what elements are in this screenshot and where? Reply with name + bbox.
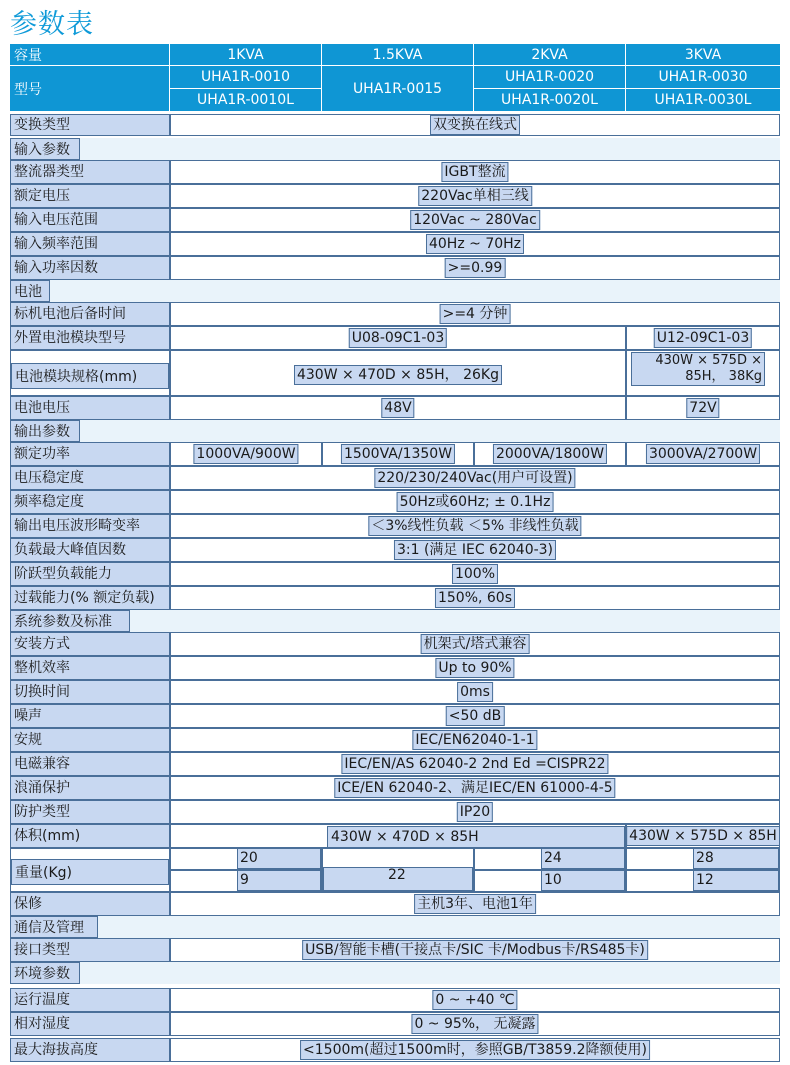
value-op-temp: 0 ~ +40 ℃ <box>432 990 517 1010</box>
header-model-label: 型号 <box>10 66 170 112</box>
model-uha1r-0020: UHA1R-0020 <box>474 66 626 89</box>
value-overload-cell <box>170 586 780 610</box>
value-altitude-cell <box>170 1038 780 1062</box>
value-battery-voltage-a: 48V <box>381 398 414 418</box>
label-rectifier: 整流器类型 <box>10 160 170 184</box>
value-transfer-time-cell <box>170 680 780 704</box>
value-surge-cell <box>170 776 780 800</box>
label-ip: 防护类型 <box>10 800 170 824</box>
value-install-cell <box>170 632 780 656</box>
model-uha1r-0030: UHA1R-0030 <box>626 66 780 89</box>
value-volume-b: 430W × 575D × 85H <box>626 826 780 846</box>
value-crest-factor-cell <box>170 538 780 562</box>
value-rated-power-1k-cell <box>170 442 322 466</box>
header-capacity-2kva: 2KVA <box>474 44 626 66</box>
label-weight: 重量(Kg) <box>11 859 169 885</box>
label-emc: 电磁兼容 <box>10 752 170 776</box>
label-install: 安装方式 <box>10 632 170 656</box>
value-weight-3kl: 12 <box>693 870 779 891</box>
value-efficiency: Up to 90% <box>435 658 514 678</box>
value-weight-3kl-cell <box>626 870 780 892</box>
value-weight-1-5k-cell <box>322 848 474 892</box>
value-weight-2k: 24 <box>541 848 625 869</box>
label-surge: 浪涌保护 <box>10 776 170 800</box>
value-weight-1kl-cell <box>170 870 322 892</box>
value-freq-range: 40Hz ~ 70Hz <box>426 234 524 254</box>
label-thd: 输出电压波形畸变率 <box>10 514 170 538</box>
label-crest-factor: 负载最大峰值因数 <box>10 538 170 562</box>
label-voltage-regulation: 电压稳定度 <box>10 466 170 490</box>
value-weight-2kl: 10 <box>541 870 625 891</box>
model-uha1r-0030l: UHA1R-0030L <box>626 89 780 112</box>
label-overload: 过载能力(% 额定负载) <box>10 586 170 610</box>
value-battery-voltage-b-cell <box>626 396 780 420</box>
value-ip: IP20 <box>457 802 493 822</box>
value-weight-3k: 28 <box>693 848 779 869</box>
value-module-spec-b-cell <box>626 350 780 396</box>
header-capacity-1-5kva: 1.5KVA <box>322 44 474 66</box>
value-battery-voltage-b: 72V <box>686 398 719 418</box>
label-module-model: 外置电池模块型号 <box>10 326 170 350</box>
value-voltage-range: 120Vac ~ 280Vac <box>410 210 540 230</box>
value-weight-1-5k: 22 <box>323 867 473 891</box>
label-volume: 体积(mm) <box>10 824 170 848</box>
value-volume-b-cell <box>626 824 780 848</box>
label-altitude: 最大海拔高度 <box>10 1038 170 1062</box>
label-battery-voltage: 电池电压 <box>10 396 170 420</box>
value-backup-time-cell <box>170 302 780 326</box>
value-step-load: 100% <box>452 564 498 584</box>
value-rated-power-1-5k: 1500VA/1350W <box>341 444 455 464</box>
value-module-model-b-cell <box>626 326 780 350</box>
label-warranty: 保修 <box>10 892 170 916</box>
value-warranty: 主机3年、电池1年 <box>414 894 536 914</box>
value-efficiency-cell <box>170 656 780 680</box>
value-install: 机架式/塔式兼容 <box>421 634 530 654</box>
value-weight-1k: 20 <box>237 848 321 869</box>
value-rated-power-1-5k-cell <box>322 442 474 466</box>
section-output: 输出参数 <box>10 420 80 442</box>
label-conversion: 变换类型 <box>10 114 170 136</box>
value-weight-2k-cell <box>474 848 626 870</box>
label-noise: 噪声 <box>10 704 170 728</box>
page-title: 参数表 <box>10 9 94 40</box>
value-rated-power-2k: 2000VA/1800W <box>493 444 607 464</box>
value-freq-regulation: 50Hz或60Hz; ± 0.1Hz <box>397 492 554 512</box>
value-step-load-cell <box>170 562 780 586</box>
value-module-model-b: U12-09C1-03 <box>654 328 752 348</box>
label-safety: 安规 <box>10 728 170 752</box>
value-volume-a: 430W × 470D × 85H <box>327 826 625 848</box>
value-freq-regulation-cell <box>170 490 780 514</box>
value-rated-power-2k-cell <box>474 442 626 466</box>
value-power-factor-cell <box>170 256 780 280</box>
label-op-temp: 运行温度 <box>10 988 170 1012</box>
value-safety: IEC/EN62040-1-1 <box>412 730 537 750</box>
value-transfer-time: 0ms <box>457 682 493 702</box>
label-power-factor: 输入功率因数 <box>10 256 170 280</box>
label-rated-power: 额定功率 <box>10 442 170 466</box>
label-freq-regulation: 频率稳定度 <box>10 490 170 514</box>
value-noise-cell <box>170 704 780 728</box>
label-module-spec-cell <box>10 350 170 396</box>
label-module-spec: 电池模块规格(mm) <box>11 363 169 389</box>
value-voltage-regulation: 220/230/240Vac(用户可设置) <box>374 468 575 488</box>
label-voltage-range: 输入电压范围 <box>10 208 170 232</box>
value-weight-1kl: 9 <box>237 870 321 891</box>
value-voltage-range-cell <box>170 208 780 232</box>
value-rated-voltage-cell <box>170 184 780 208</box>
label-interface: 接口类型 <box>10 938 170 962</box>
section-battery: 电池 <box>10 280 50 302</box>
value-warranty-cell <box>170 892 780 916</box>
spec-table <box>10 44 780 1062</box>
model-uha1r-0010l: UHA1R-0010L <box>170 89 322 112</box>
value-humidity: 0 ~ 95%， 无凝露 <box>411 1014 538 1034</box>
label-freq-range: 输入频率范围 <box>10 232 170 256</box>
value-altitude: <1500m(超过1500m时，参照GB/T3859.2降额使用) <box>300 1040 650 1060</box>
value-crest-factor: 3:1 (满足 IEC 62040-3) <box>394 540 556 560</box>
value-thd: ＜3%线性负载 ＜5% 非线性负载 <box>368 516 581 536</box>
section-band-input <box>10 138 780 160</box>
value-rated-power-3k: 3000VA/2700W <box>646 444 760 464</box>
label-humidity: 相对湿度 <box>10 1012 170 1036</box>
section-band-output <box>10 420 780 442</box>
value-module-spec-a-cell <box>170 350 626 396</box>
label-efficiency: 整机效率 <box>10 656 170 680</box>
value-module-model-a: U08-09C1-03 <box>349 328 447 348</box>
value-rated-voltage: 220Vac单相三线 <box>418 186 532 206</box>
value-emc: IEC/EN/AS 62040-2 2nd Ed =CISPR22 <box>341 754 608 774</box>
model-uha1r-0020l: UHA1R-0020L <box>474 89 626 112</box>
section-comms: 通信及管理 <box>10 916 98 938</box>
value-emc-cell <box>170 752 780 776</box>
header-capacity-1kva: 1KVA <box>170 44 322 66</box>
section-environment: 环境参数 <box>10 962 80 984</box>
value-thd-cell <box>170 514 780 538</box>
value-weight-1k-cell <box>170 848 322 870</box>
section-system: 系统参数及标准 <box>10 610 130 632</box>
value-module-spec-a: 430W × 470D × 85H， 26Kg <box>294 365 502 385</box>
value-humidity-cell <box>170 1012 780 1036</box>
model-uha1r-0010: UHA1R-0010 <box>170 66 322 89</box>
header-capacity-label: 容量 <box>10 44 170 66</box>
value-battery-voltage-a-cell <box>170 396 626 420</box>
value-volume-a-cell <box>170 824 626 848</box>
label-step-load: 阶跃型负载能力 <box>10 562 170 586</box>
section-band-environment <box>10 962 780 984</box>
label-weight-cell <box>10 848 170 892</box>
model-uha1r-0015: UHA1R-0015 <box>322 66 474 112</box>
value-rated-power-1k: 1000VA/900W <box>193 444 298 464</box>
value-module-model-a-cell <box>170 326 626 350</box>
label-backup-time: 标机电池后备时间 <box>10 302 170 326</box>
value-rated-power-3k-cell <box>626 442 780 466</box>
section-band-comms <box>10 916 780 938</box>
value-module-spec-b: 430W × 575D × 85H， 38Kg <box>631 352 765 386</box>
value-interface: USB/智能卡槽(干接点卡/SIC 卡/Modbus卡/RS485卡) <box>302 940 648 960</box>
value-op-temp-cell <box>170 988 780 1012</box>
value-rectifier: IGBT整流 <box>441 162 508 182</box>
label-rated-voltage: 额定电压 <box>10 184 170 208</box>
section-band-battery <box>10 280 780 302</box>
value-rectifier-cell <box>170 160 780 184</box>
value-overload: 150%, 60s <box>435 588 515 608</box>
value-voltage-regulation-cell <box>170 466 780 490</box>
header-capacity-3kva: 3KVA <box>626 44 780 66</box>
label-transfer-time: 切换时间 <box>10 680 170 704</box>
value-power-factor: >=0.99 <box>445 258 506 278</box>
value-backup-time: >=4 分钟 <box>440 304 511 324</box>
value-conversion: 双变换在线式 <box>430 115 520 135</box>
value-interface-cell <box>170 938 780 962</box>
section-input: 输入参数 <box>10 138 80 160</box>
value-safety-cell <box>170 728 780 752</box>
value-surge: ICE/EN 62040-2、满足IEC/EN 61000-4-5 <box>334 778 615 798</box>
value-weight-2kl-cell <box>474 870 626 892</box>
value-noise: <50 dB <box>446 706 505 726</box>
value-conversion-cell <box>170 114 780 136</box>
value-ip-cell <box>170 800 780 824</box>
value-weight-3k-cell <box>626 848 780 870</box>
value-freq-range-cell <box>170 232 780 256</box>
